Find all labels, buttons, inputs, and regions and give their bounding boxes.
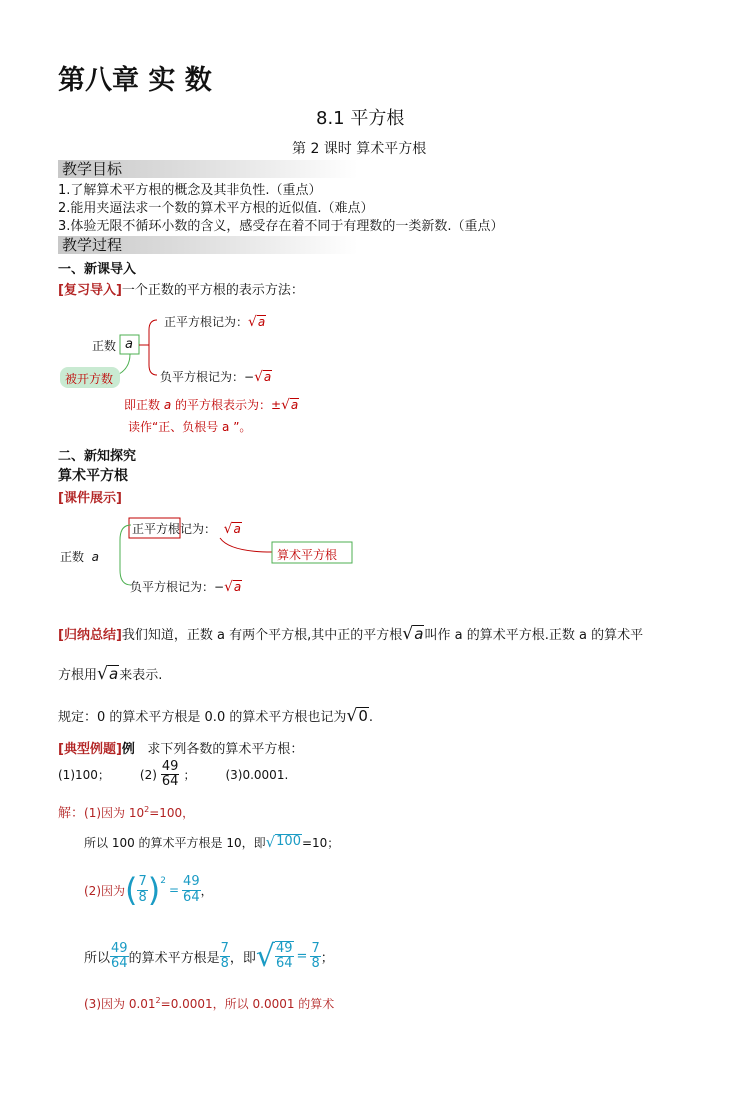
summary-line-1 — [58, 624, 643, 643]
sqrt-100: √ 100 — [265, 833, 301, 851]
example-items — [58, 760, 288, 790]
rule-end: . — [368, 710, 374, 725]
process-heading: 教学过程 — [62, 236, 123, 254]
sol2b-end: ； — [320, 950, 334, 966]
sol2b: 所以 — [84, 950, 111, 966]
sol1a-sup: 2 — [144, 805, 150, 814]
d1-summary-prefix: 即正数 — [124, 398, 161, 412]
d1-neg-root — [160, 368, 272, 385]
d2-neg-root-label: 负平方根记为：− — [130, 580, 225, 594]
frac-49-64-b: $\frac{49}{64}$ — [111, 940, 128, 971]
d2-positive-label: 正数 — [60, 550, 85, 564]
sol2a: (2)因为 — [84, 883, 125, 898]
d1-radicand-label — [60, 367, 120, 388]
ex-item-1: (1)100； — [58, 768, 110, 783]
sqrt-a-7: √ a — [97, 664, 119, 684]
ex-item-2: (2) — [139, 767, 157, 782]
sol2b-mid: 的算术平方根是 — [128, 950, 220, 966]
goals-heading: 教学目标 — [62, 160, 123, 178]
d1-read-as: 读作“正、负根号 a ”。 — [128, 420, 252, 434]
sol-line-4 — [84, 938, 334, 974]
frac-8-a: 8 — [138, 889, 147, 905]
sol-line-5 — [84, 995, 334, 1012]
goal-item-2: 2.能用夹逼法求一个数的算术平方根的近似值.（难点） — [58, 201, 374, 216]
frac-7-8-c: $\frac{7}{8}$ — [311, 940, 320, 971]
eq-1: = — [168, 883, 180, 897]
rule-text: 规定：0 的算术平方根是 0.0 的算术平方根也记为 — [58, 710, 347, 725]
frac-7-8-b: $\frac{7}{8}$ — [220, 940, 229, 971]
d1-pos-root-label: 正平方根记为： — [164, 315, 249, 329]
d2-neg-root — [130, 578, 242, 595]
sqrt-a-2: √ a — [254, 369, 272, 385]
sqrt-a-4: √ a — [223, 521, 241, 537]
sol2a-end: ， — [200, 883, 213, 898]
d2-a: a — [91, 550, 100, 564]
d2-pos-root — [132, 520, 242, 537]
sol-line-3 — [84, 871, 213, 909]
summary-text-1: 我们知道，正数 a 有两个平方根,其中正的平方根 — [121, 628, 403, 643]
sol1b: 所以 100 的算术平方根是 10，即 — [84, 836, 266, 850]
summary-text-4: 来表示. — [119, 668, 163, 683]
sol3-sup: 2 — [155, 996, 161, 1005]
chapter-title: 第八章 实 数 — [58, 65, 212, 96]
frac-7-a: 7 — [138, 874, 147, 890]
d1-pos-root — [164, 313, 266, 330]
section-title: 8.1 平方根 — [316, 108, 405, 129]
example-tag: [典型例题] — [58, 742, 122, 757]
ex-item-3: (3)0.0001. — [225, 767, 289, 782]
d1-neg-root-label: 负平方根记为：− — [160, 370, 255, 384]
example-line — [58, 738, 303, 757]
paren-sup: 2 — [160, 876, 166, 886]
d1-positive: 正数 — [92, 339, 117, 353]
sqrt-frac: √ $\frac{49}{64}$ — [255, 938, 293, 974]
frac-49-64-ex: $\frac{49}{64}$ — [161, 759, 179, 790]
summary-line-2 — [58, 664, 162, 683]
rule-line — [58, 706, 373, 725]
sqrt-0: √ 0 — [346, 706, 368, 726]
sqrt-a-6: √ a — [402, 624, 424, 644]
example-text: 求下列各数的算术平方根： — [147, 742, 304, 757]
sub-heading: 算术平方根 — [58, 468, 128, 484]
sqrt-a-3: √ a — [281, 397, 299, 413]
part1-heading: 一、新课导入 — [58, 262, 137, 277]
d1-summary-a: a — [163, 398, 172, 412]
courseware-tag: [课件展示] — [58, 491, 122, 506]
sol-label: 解： — [58, 806, 85, 821]
eq-2: = — [296, 948, 308, 964]
sol1a: (1)因为 10 — [84, 806, 145, 820]
paren-frac: ( $\frac{7}{8}$ ) 2 — [125, 871, 166, 909]
sol1a-end: =100， — [149, 806, 195, 820]
sol3-end: =0.0001，所以 0.0001 的算术 — [160, 997, 335, 1011]
d2-positive — [60, 548, 99, 565]
sol-line-1 — [58, 802, 194, 821]
summary-text-2: 叫作 a 的算术平方根.正数 a 的算术平 — [424, 628, 644, 643]
summary-tag: [归纳总结] — [58, 628, 122, 643]
sqrt-a-5: √ a — [224, 579, 242, 595]
example-label: 例 — [121, 742, 135, 757]
sol3: (3)因为 0.01 — [84, 997, 156, 1011]
frac-49-64-a: $\frac{49}{64}$ — [183, 874, 200, 905]
sqrt-a-1: √ a — [248, 314, 266, 330]
goal-item-3: 3.体验无限不循环小数的含义，感受存在着不同于有理数的一类新数.（重点） — [58, 219, 504, 234]
d2-pos-root-label: 正平方根记为： — [132, 522, 217, 536]
d1-a: a — [125, 337, 133, 352]
d2-arith-box: 算术平方根 — [277, 548, 338, 562]
d1-summary-mid: 的平方根表示为：± — [175, 398, 282, 412]
summary-text-3: 方根用 — [58, 668, 98, 683]
review-text: 一个正数的平方根的表示方法： — [121, 283, 304, 298]
review-tag: [复习导入] — [58, 283, 122, 298]
sol-line-2 — [84, 834, 339, 851]
sol1b-end: =10； — [301, 836, 340, 850]
part2-heading: 二、新知探究 — [58, 449, 137, 464]
ex-item-2-end: ； — [183, 768, 196, 783]
d1-radicand-text: 被开方数 — [65, 372, 114, 386]
sol2b-mid2: ，即 — [229, 950, 256, 966]
lesson-title: 第 2 课时 算术平方根 — [292, 141, 427, 157]
goal-item-1: 1.了解算术平方根的概念及其非负性.（重点） — [58, 183, 322, 198]
d1-summary — [124, 396, 299, 413]
